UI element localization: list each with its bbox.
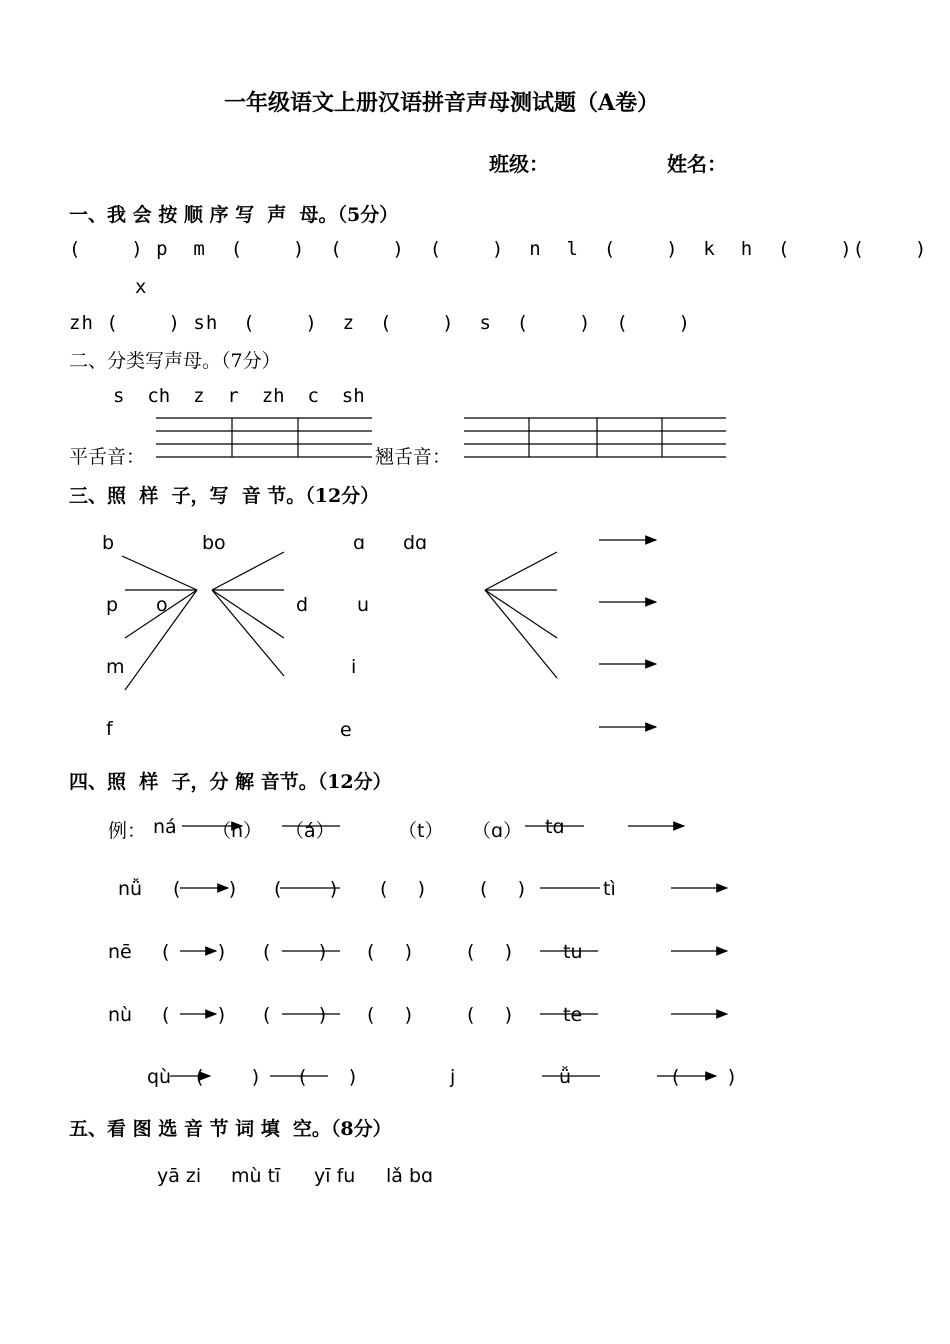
fan-line (122, 556, 197, 590)
example-syllable-da: dɑ (403, 532, 428, 554)
syllable-nv: nǚ (118, 878, 143, 900)
final-v: ǚ (559, 1066, 572, 1088)
syllable-qu: qù (147, 1066, 172, 1088)
blank-paren: ( ) (480, 878, 526, 900)
syllable-ne: nē (108, 941, 132, 963)
word-option: yī fu (314, 1165, 356, 1187)
syllable-nu: nù (108, 1004, 133, 1026)
word-option: yā zi (157, 1165, 202, 1187)
syllable-ti: tì (603, 878, 616, 900)
class-label: 班级： (489, 152, 549, 176)
blank-paren: ( ) (672, 1066, 736, 1088)
example-part-n: （n） (212, 820, 263, 842)
initial-p: p (106, 594, 119, 616)
fan-line (485, 590, 557, 678)
name-label: 姓名： (667, 152, 727, 176)
blank-paren: ( ) (367, 941, 413, 963)
initial-d: d (296, 594, 309, 616)
section-2-letters: s ch z r zh c sh (113, 385, 365, 407)
initial-m: m (106, 656, 125, 678)
final-u: u (357, 594, 370, 616)
section-2-heading: 二、分类写声母。（7分） (69, 350, 281, 372)
word-option: lǎ bɑ (386, 1165, 434, 1187)
syllable-ta: tɑ (545, 816, 565, 838)
section-1-row2: zh ( ) sh ( ) z ( ) s ( ) ( ) (69, 312, 691, 334)
word-option: mù tī (231, 1165, 281, 1187)
syllable-te: te (563, 1004, 583, 1026)
example-label: 例： (108, 820, 147, 842)
example-part-a: （á） (285, 820, 335, 842)
fan-line (485, 590, 557, 638)
example-na: ná (153, 816, 177, 838)
blank-paren: ( ) (162, 1004, 226, 1026)
page-title: 一年级语文上册汉语拼音声母测试题（A卷） (224, 90, 660, 116)
section-1-row1: ( ) p m ( ) ( ) ( ) n l ( ) k h ( )( ) (69, 238, 928, 260)
flat-tongue-grid (156, 418, 372, 457)
final-i: i (351, 656, 357, 678)
fan-line (212, 590, 284, 676)
section-4-heading: 四、照 样 子，分 解 音节。（12分） (69, 771, 392, 793)
blank-paren: ( ) (263, 1004, 327, 1026)
blank-paren: ( ) (162, 941, 226, 963)
final-a: ɑ (353, 532, 366, 554)
blank-paren: ( ) (263, 941, 327, 963)
section-5-heading: 五、看 图 选 音 节 词 填 空。（8分） (69, 1118, 392, 1140)
blank-paren: ( ) (467, 941, 513, 963)
fan-line (212, 552, 284, 590)
blank-paren: ( ) (367, 1004, 413, 1026)
initial-j: j (450, 1066, 456, 1088)
blank-paren: ( ) (274, 878, 338, 900)
blank-paren: ( ) (196, 1066, 260, 1088)
blank-paren: ( ) (380, 878, 426, 900)
curled-tongue-label: 翘舌音： (375, 446, 452, 468)
syllable-tu: tu (563, 941, 583, 963)
fan-line (212, 590, 284, 638)
blank-paren: ( ) (467, 1004, 513, 1026)
blank-paren: ( ) (299, 1066, 357, 1088)
curled-tongue-grid (464, 418, 726, 457)
section-1-row1b: x (135, 276, 147, 298)
fan-line (125, 590, 197, 690)
flat-tongue-label: 平舌音： (69, 446, 146, 468)
blank-paren: ( ) (173, 878, 237, 900)
section-3-heading: 三、照 样 子，写 音 节。（12分） (69, 485, 380, 507)
final-e: e (340, 719, 352, 741)
example-syllable-bo: bo (202, 532, 226, 554)
fan-line (125, 590, 197, 638)
example-final-o: o (156, 594, 168, 616)
initial-b: b (102, 532, 115, 554)
part-t: （t） (398, 820, 444, 842)
part-a: （ɑ） (472, 820, 523, 842)
fan-line (485, 552, 557, 590)
initial-f: f (106, 718, 113, 740)
section-1-heading: 一、我 会 按 顺 序 写 声 母。（5分） (69, 204, 399, 226)
